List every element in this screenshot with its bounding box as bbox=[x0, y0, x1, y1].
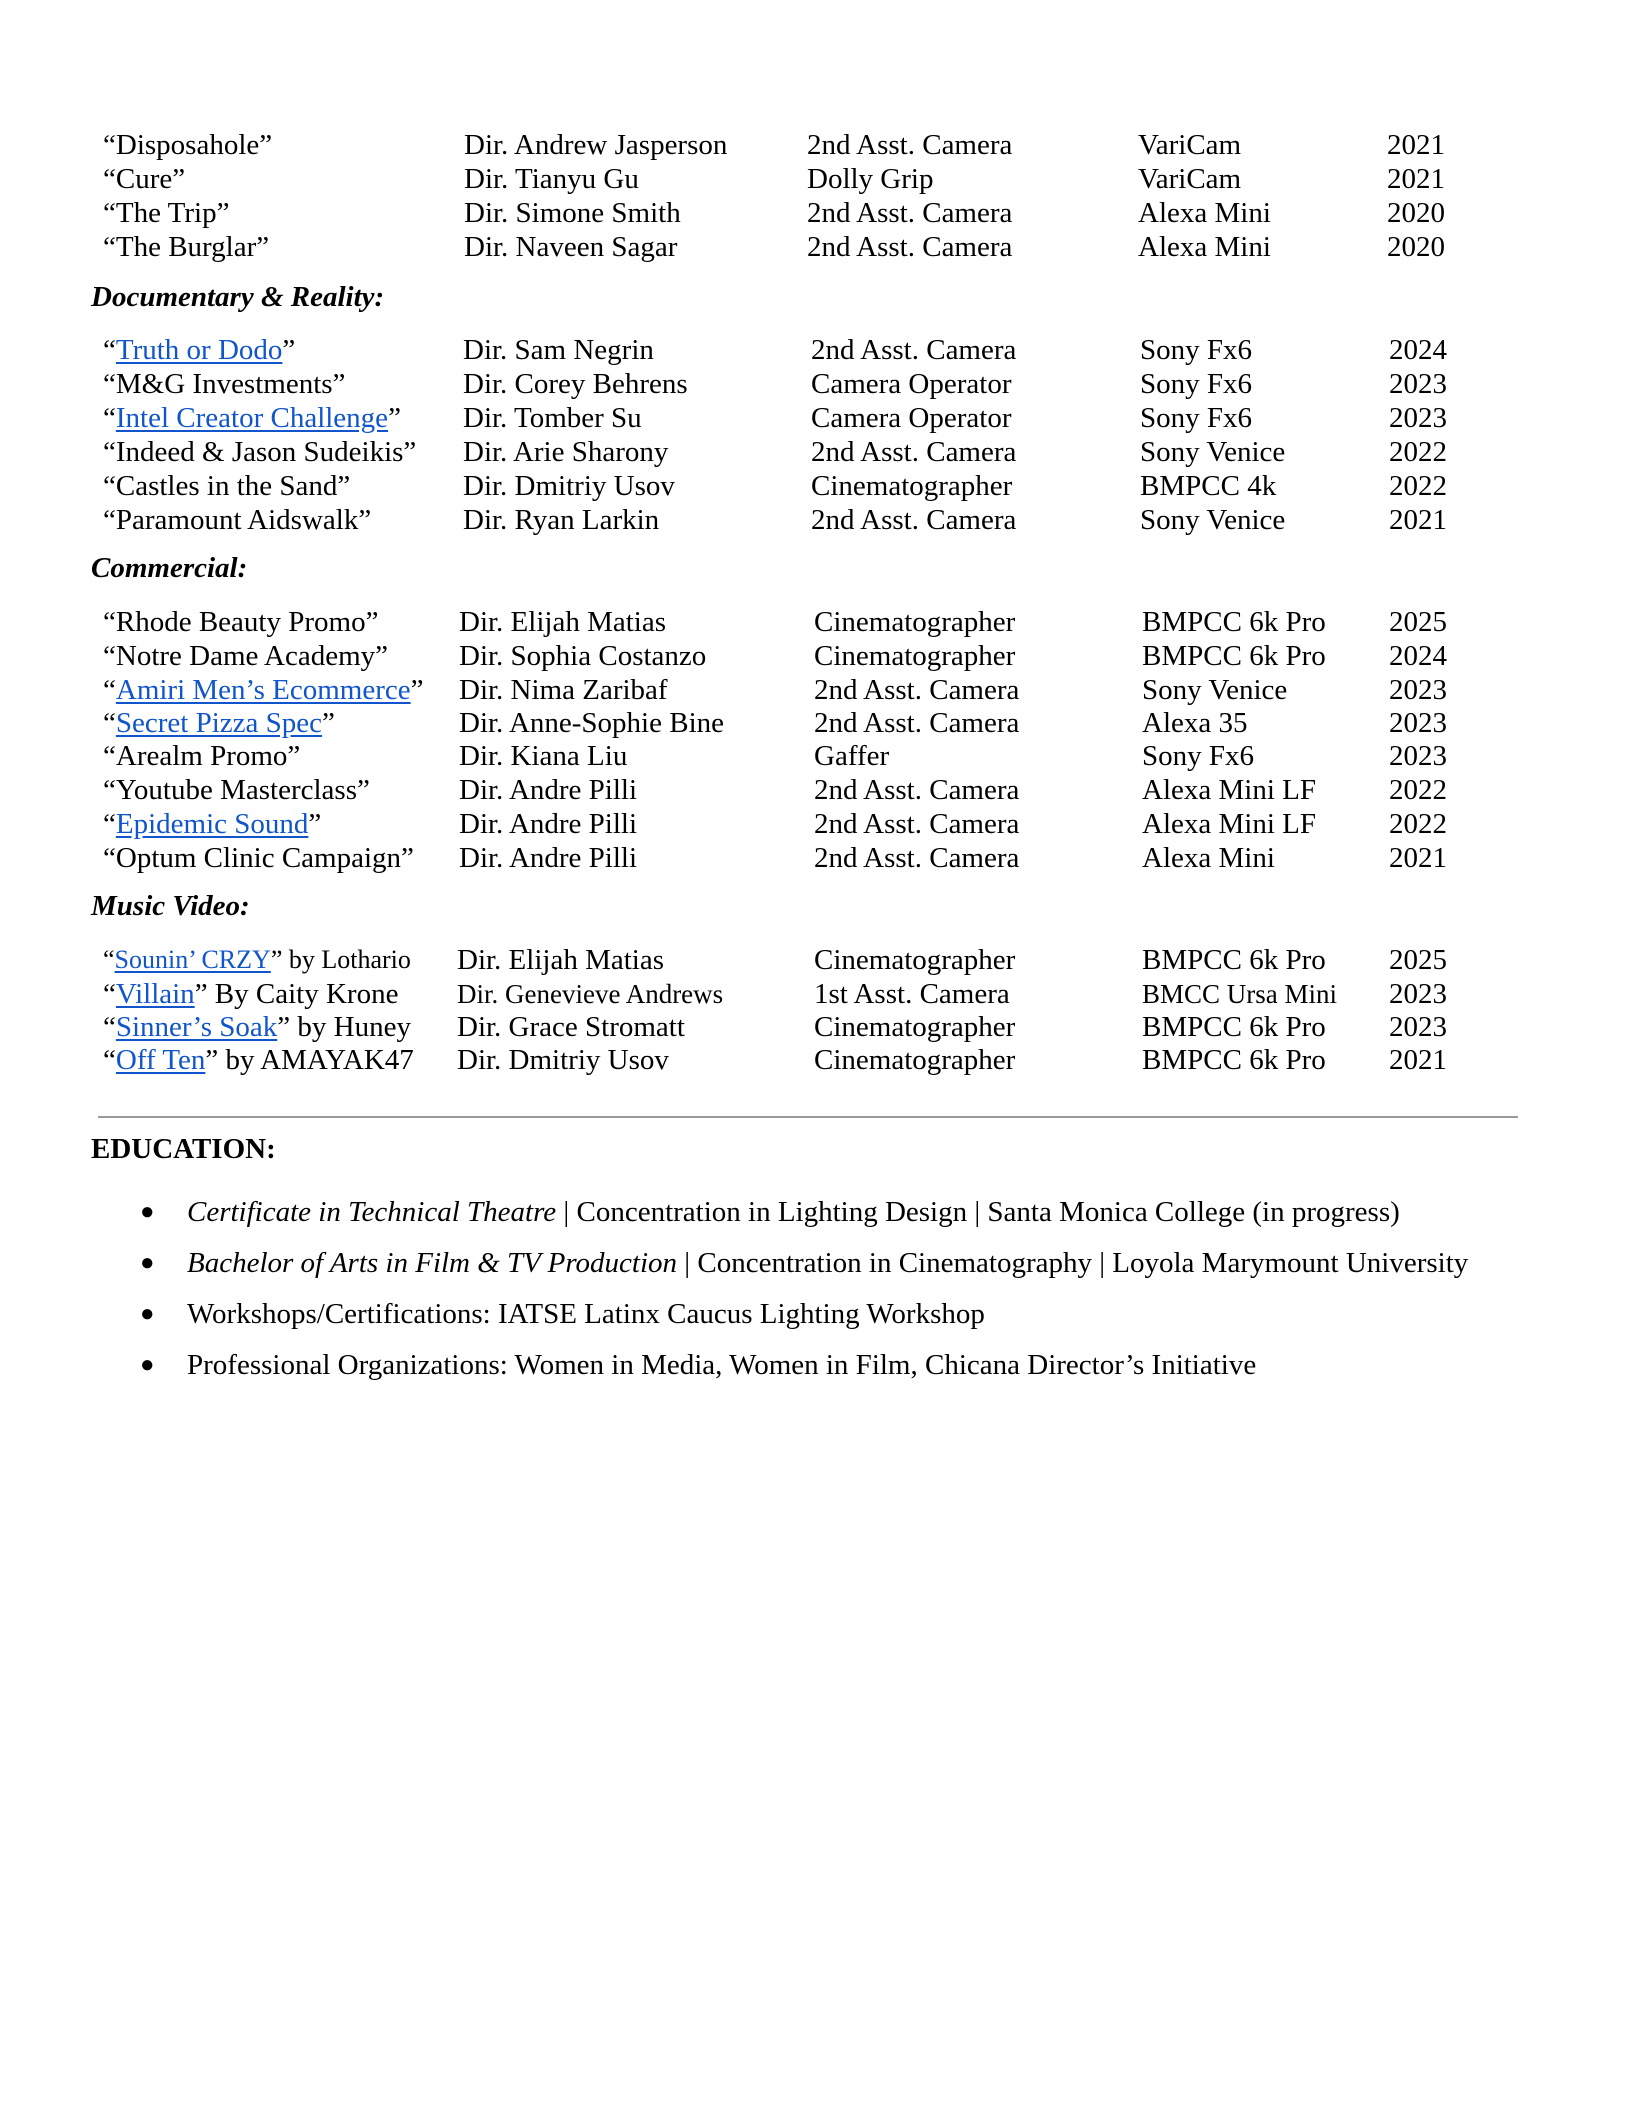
education-item bbox=[0, 1296, 1626, 1332]
credit-title: “Sinner’s Soak” by Huney bbox=[103, 1011, 411, 1043]
credit-year: 2023 bbox=[1389, 978, 1447, 1010]
credit-camera: Alexa 35 bbox=[1142, 707, 1248, 739]
credit-role: 2nd Asst. Camera bbox=[811, 504, 1017, 536]
credit-row bbox=[0, 605, 1626, 639]
credit-title: “Arealm Promo” bbox=[103, 740, 301, 772]
credit-year: 2021 bbox=[1389, 842, 1447, 874]
credit-role: 2nd Asst. Camera bbox=[814, 842, 1020, 874]
credit-year: 2022 bbox=[1389, 774, 1447, 806]
credit-title: “Villain” By Caity Krone bbox=[103, 978, 399, 1010]
credit-title: “The Burglar” bbox=[103, 231, 270, 263]
credit-title-link[interactable]: Epidemic Sound bbox=[115, 808, 309, 840]
credit-title: “Intel Creator Challenge” bbox=[103, 402, 401, 434]
section-divider bbox=[98, 1116, 1518, 1118]
credit-row bbox=[0, 739, 1626, 773]
section-heading-commercial: Commercial: bbox=[91, 552, 248, 584]
credit-title-link[interactable]: Sinner’s Soak bbox=[115, 1011, 278, 1043]
credit-year: 2020 bbox=[1387, 231, 1445, 263]
credit-title-link[interactable]: Truth or Dodo bbox=[115, 334, 283, 366]
credit-camera: Sony Fx6 bbox=[1140, 368, 1253, 400]
credit-title: “Secret Pizza Spec” bbox=[103, 707, 335, 739]
credit-role: Cinematographer bbox=[814, 640, 1016, 672]
credit-camera: Alexa Mini LF bbox=[1142, 774, 1316, 806]
credit-director: Dir. Simone Smith bbox=[464, 197, 681, 229]
bullet-icon: ● bbox=[140, 1352, 155, 1378]
credit-title: “Paramount Aidswalk” bbox=[103, 504, 372, 536]
credit-director: Dir. Elijah Matias bbox=[457, 944, 664, 976]
credit-camera: BMPCC 6k Pro bbox=[1142, 640, 1326, 672]
credit-year: 2022 bbox=[1389, 470, 1447, 502]
credit-role: Cinematographer bbox=[814, 1011, 1016, 1043]
credit-row bbox=[0, 977, 1626, 1011]
credit-director: Dir. Anne-Sophie Bine bbox=[459, 707, 725, 739]
education-item-text: Bachelor of Arts in Film & TV Production | Concentration in Cinematography | Loyola Marymount University bbox=[187, 1247, 1469, 1279]
credit-role: Camera Operator bbox=[811, 368, 1012, 400]
credit-director: Dir. Andre Pilli bbox=[459, 774, 638, 806]
credit-director: Dir. Andre Pilli bbox=[459, 842, 638, 874]
credit-year: 2025 bbox=[1389, 606, 1447, 638]
credit-director: Dir. Dmitriy Usov bbox=[457, 1044, 669, 1076]
credit-director: Dir. Genevieve Andrews bbox=[457, 979, 724, 1009]
credit-row bbox=[0, 503, 1626, 537]
credit-camera: BMPCC 6k Pro bbox=[1142, 944, 1326, 976]
credit-director: Dir. Andrew Jasperson bbox=[464, 129, 728, 161]
credit-director: Dir. Nima Zaribaf bbox=[459, 674, 668, 706]
credit-role: 2nd Asst. Camera bbox=[814, 774, 1020, 806]
credit-camera: Alexa Mini bbox=[1142, 842, 1275, 874]
credit-row bbox=[0, 706, 1626, 740]
credit-camera: Alexa Mini bbox=[1138, 197, 1271, 229]
credit-role: 2nd Asst. Camera bbox=[807, 231, 1013, 263]
credit-row bbox=[0, 230, 1626, 264]
credit-row bbox=[0, 943, 1626, 977]
credit-director: Dir. Corey Behrens bbox=[463, 368, 688, 400]
credit-title: “Indeed & Jason Sudeikis” bbox=[103, 436, 417, 468]
education-item-text: Workshops/Certifications: IATSE Latinx Caucus Lighting Workshop bbox=[187, 1298, 985, 1330]
credit-year: 2023 bbox=[1389, 740, 1447, 772]
credit-title: “The Trip” bbox=[103, 197, 230, 229]
bullet-icon: ● bbox=[140, 1301, 155, 1327]
credit-camera: Alexa Mini LF bbox=[1142, 808, 1316, 840]
credit-row bbox=[0, 333, 1626, 367]
credit-year: 2025 bbox=[1389, 944, 1447, 976]
credit-row bbox=[0, 639, 1626, 673]
credit-year: 2021 bbox=[1389, 504, 1447, 536]
credit-row bbox=[0, 367, 1626, 401]
credit-director: Dir. Tianyu Gu bbox=[464, 163, 639, 195]
credit-year: 2023 bbox=[1389, 368, 1447, 400]
credit-director: Dir. Arie Sharony bbox=[463, 436, 669, 468]
education-item-text: Certificate in Technical Theatre | Concentration in Lighting Design | Santa Monica College (in progress) bbox=[187, 1196, 1400, 1228]
credit-camera: VariCam bbox=[1138, 163, 1242, 195]
bullet-icon: ● bbox=[140, 1199, 155, 1225]
credit-title-link[interactable]: Off Ten bbox=[115, 1044, 206, 1076]
credit-role: 2nd Asst. Camera bbox=[811, 436, 1017, 468]
education-item bbox=[0, 1245, 1626, 1281]
credit-year: 2023 bbox=[1389, 1011, 1447, 1043]
credit-director: Dir. Dmitriy Usov bbox=[463, 470, 675, 502]
credit-title-link[interactable]: Sounin’ CRZY bbox=[114, 945, 271, 974]
credit-row bbox=[0, 841, 1626, 875]
credit-row bbox=[0, 196, 1626, 230]
credit-camera: BMCC Ursa Mini bbox=[1142, 979, 1338, 1009]
credit-role: Cinematographer bbox=[811, 470, 1013, 502]
credit-camera: Sony Venice bbox=[1142, 674, 1288, 706]
section-heading-documentary: Documentary & Reality: bbox=[91, 281, 385, 313]
credit-title: “Truth or Dodo” bbox=[103, 334, 296, 366]
credit-director: Dir. Sam Negrin bbox=[463, 334, 654, 366]
credit-title: “Amiri Men’s Ecommerce” bbox=[103, 674, 424, 706]
credit-title-link[interactable]: Intel Creator Challenge bbox=[115, 402, 389, 434]
credit-year: 2024 bbox=[1389, 640, 1447, 672]
credit-title: “Sounin’ CRZY” by Lothario bbox=[103, 945, 411, 974]
credit-role: 2nd Asst. Camera bbox=[807, 197, 1013, 229]
credit-role: 2nd Asst. Camera bbox=[814, 707, 1020, 739]
credit-title: “Notre Dame Academy” bbox=[103, 640, 389, 672]
credit-role: 2nd Asst. Camera bbox=[814, 808, 1020, 840]
credit-camera: BMPCC 6k Pro bbox=[1142, 1011, 1326, 1043]
section-heading-music-video: Music Video: bbox=[91, 890, 250, 922]
credit-year: 2023 bbox=[1389, 402, 1447, 434]
credit-row bbox=[0, 128, 1626, 162]
credit-role: 2nd Asst. Camera bbox=[807, 129, 1013, 161]
credit-title: “Cure” bbox=[103, 163, 186, 195]
credit-title: “Disposahole” bbox=[103, 129, 273, 161]
credit-director: Dir. Sophia Costanzo bbox=[459, 640, 707, 672]
credit-director: Dir. Kiana Liu bbox=[459, 740, 628, 772]
credit-camera: Sony Venice bbox=[1140, 436, 1286, 468]
credit-title: “Off Ten” by AMAYAK47 bbox=[103, 1044, 414, 1076]
credit-role: Camera Operator bbox=[811, 402, 1012, 434]
credit-camera: Sony Fx6 bbox=[1140, 402, 1253, 434]
credit-row bbox=[0, 401, 1626, 435]
credit-director: Dir. Tomber Su bbox=[463, 402, 642, 434]
credit-role: Gaffer bbox=[814, 740, 890, 772]
credit-director: Dir. Grace Stromatt bbox=[457, 1011, 685, 1043]
credit-year: 2021 bbox=[1387, 129, 1445, 161]
credit-row bbox=[0, 162, 1626, 196]
credit-title: “Epidemic Sound” bbox=[103, 808, 322, 840]
education-item bbox=[0, 1347, 1626, 1383]
credit-year: 2024 bbox=[1389, 334, 1447, 366]
credit-role: Cinematographer bbox=[814, 1044, 1016, 1076]
credit-row bbox=[0, 1010, 1626, 1044]
credit-role: 1st Asst. Camera bbox=[814, 978, 1010, 1010]
credit-year: 2020 bbox=[1387, 197, 1445, 229]
education-item bbox=[0, 1194, 1626, 1230]
credit-role: Dolly Grip bbox=[807, 163, 934, 195]
credit-title-link[interactable]: Villain bbox=[115, 978, 195, 1010]
credit-camera: Alexa Mini bbox=[1138, 231, 1271, 263]
credit-year: 2022 bbox=[1389, 808, 1447, 840]
credit-year: 2022 bbox=[1389, 436, 1447, 468]
bullet-icon: ● bbox=[140, 1250, 155, 1276]
credit-year: 2023 bbox=[1389, 674, 1447, 706]
credit-year: 2021 bbox=[1387, 163, 1445, 195]
credit-role: 2nd Asst. Camera bbox=[814, 674, 1020, 706]
credit-director: Dir. Ryan Larkin bbox=[463, 504, 660, 536]
credit-camera: BMPCC 6k Pro bbox=[1142, 1044, 1326, 1076]
credit-title: “Castles in the Sand” bbox=[103, 470, 351, 502]
education-heading: EDUCATION: bbox=[91, 1133, 276, 1165]
credit-title-link[interactable]: Amiri Men’s Ecommerce bbox=[115, 674, 411, 706]
credit-title-link[interactable]: Secret Pizza Spec bbox=[115, 707, 323, 739]
credit-director: Dir. Naveen Sagar bbox=[464, 231, 678, 263]
credit-row bbox=[0, 673, 1626, 707]
credit-role: Cinematographer bbox=[814, 944, 1016, 976]
credit-year: 2023 bbox=[1389, 707, 1447, 739]
credit-title: “Rhode Beauty Promo” bbox=[103, 606, 379, 638]
credit-row bbox=[0, 469, 1626, 503]
credit-row bbox=[0, 773, 1626, 807]
credit-director: Dir. Andre Pilli bbox=[459, 808, 638, 840]
credit-role: 2nd Asst. Camera bbox=[811, 334, 1017, 366]
credit-camera: VariCam bbox=[1138, 129, 1242, 161]
credit-year: 2021 bbox=[1389, 1044, 1447, 1076]
credit-camera: Sony Fx6 bbox=[1140, 334, 1253, 366]
credit-camera: Sony Venice bbox=[1140, 504, 1286, 536]
credit-role: Cinematographer bbox=[814, 606, 1016, 638]
credit-director: Dir. Elijah Matias bbox=[459, 606, 666, 638]
credit-camera: BMPCC 6k Pro bbox=[1142, 606, 1326, 638]
education-item-text: Professional Organizations: Women in Media, Women in Film, Chicana Director’s Initiative bbox=[187, 1349, 1257, 1381]
credit-camera: Sony Fx6 bbox=[1142, 740, 1255, 772]
credit-title: “Optum Clinic Campaign” bbox=[103, 842, 414, 874]
credit-title: “Youtube Masterclass” bbox=[103, 774, 370, 806]
credit-row bbox=[0, 1043, 1626, 1077]
credit-camera: BMPCC 4k bbox=[1140, 470, 1277, 502]
credit-row bbox=[0, 435, 1626, 469]
credit-row bbox=[0, 807, 1626, 841]
credit-title: “M&G Investments” bbox=[103, 368, 346, 400]
